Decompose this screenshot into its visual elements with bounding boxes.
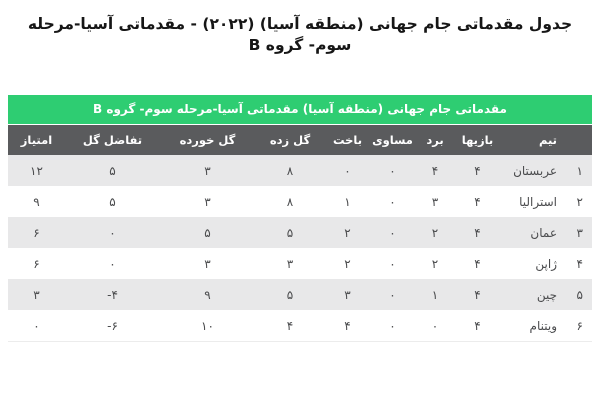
- cell-goals-for: ۳: [286, 256, 294, 271]
- cell-points: ۳: [33, 287, 40, 302]
- cell-goals-for: ۴: [286, 318, 294, 333]
- table-row: [8, 248, 592, 279]
- col-header-played: بازیها: [455, 125, 500, 155]
- cell-lost: ۲: [344, 256, 351, 271]
- cell-won: ۲: [431, 256, 439, 271]
- cell-team: ویتنام: [529, 318, 557, 333]
- table-row: [8, 217, 592, 248]
- cell-drawn: ۰: [389, 256, 396, 271]
- col-header-won: برد: [415, 125, 455, 155]
- cell-played: ۴: [474, 225, 481, 240]
- cell-points: ۶: [33, 256, 40, 271]
- table-row: [8, 186, 592, 217]
- cell-points: ۰: [33, 318, 40, 333]
- cell-played: ۴: [474, 287, 481, 302]
- table-row: [8, 310, 592, 342]
- col-header-lost: باخت: [325, 125, 370, 155]
- cell-goals-against: ۳: [204, 256, 211, 271]
- cell-points: ۱۲: [30, 163, 43, 178]
- cell-goals-for: ۵: [286, 225, 294, 240]
- cell-points: ۹: [33, 194, 40, 209]
- cell-drawn: ۰: [389, 194, 396, 209]
- col-header-goals-for: گل زده: [255, 125, 325, 155]
- table-header-row: [8, 125, 592, 155]
- col-header-goal-diff: تفاضل گل: [65, 125, 160, 155]
- cell-played: ۴: [474, 318, 481, 333]
- cell-goals-against: ۳: [204, 163, 211, 178]
- cell-rank: ۵: [576, 287, 583, 302]
- cell-drawn: ۰: [389, 318, 396, 333]
- cell-goals-for: ۵: [286, 287, 294, 302]
- col-header-rank: [562, 125, 592, 155]
- cell-lost: ۳: [344, 287, 351, 302]
- cell-rank: ۱: [576, 163, 583, 178]
- cell-drawn: ۰: [389, 163, 396, 178]
- cell-team: چین: [536, 287, 557, 302]
- col-header-points: امتیاز: [8, 125, 65, 155]
- col-header-goals-against: گل خورده: [160, 125, 255, 155]
- page-title: جدول مقدماتی جام جهانی (منطقه آسیا) (۲۰۲۲) - مقدماتی آسیا-مرحله سوم- گروه B: [27, 15, 573, 54]
- cell-team: ژاپن: [535, 256, 557, 271]
- col-header-drawn: مساوی: [370, 125, 415, 155]
- cell-goal-diff: ۰: [109, 256, 116, 271]
- cell-rank: ۴: [576, 256, 583, 271]
- cell-drawn: ۰: [389, 225, 396, 240]
- table-row: [8, 279, 592, 310]
- cell-goals-against: ۵: [204, 225, 211, 240]
- cell-rank: ۳: [576, 225, 583, 240]
- cell-played: ۴: [474, 256, 481, 271]
- cell-goals-for: ۸: [286, 194, 294, 209]
- cell-won: ۲: [431, 225, 439, 240]
- cell-team: عربستان: [513, 163, 557, 178]
- cell-rank: ۲: [576, 194, 583, 209]
- cell-drawn: ۰: [389, 287, 396, 302]
- cell-goal-diff: -۴: [107, 287, 118, 302]
- cell-goal-diff: ۵: [109, 194, 116, 209]
- cell-goal-diff: ۵: [109, 163, 116, 178]
- cell-goals-against: ۱۰: [201, 318, 214, 333]
- standings-widget: [8, 95, 592, 342]
- cell-goal-diff: ۰: [109, 225, 116, 240]
- col-header-team: تیم: [500, 125, 562, 155]
- cell-goals-against: ۹: [204, 287, 211, 302]
- standings-table: [8, 125, 592, 342]
- cell-lost: ۱: [344, 194, 351, 209]
- cell-won: ۳: [431, 194, 439, 209]
- cell-goals-for: ۸: [286, 163, 294, 178]
- cell-lost: ۰: [344, 163, 351, 178]
- cell-played: ۴: [474, 194, 481, 209]
- cell-lost: ۲: [344, 225, 351, 240]
- cell-goals-against: ۳: [204, 194, 211, 209]
- cell-lost: ۴: [344, 318, 351, 333]
- table-caption: مقدماتی جام جهانی (منطقه آسیا) مقدماتی آسیا-مرحله سوم- گروه B: [8, 95, 592, 124]
- cell-won: ۱: [431, 287, 439, 302]
- cell-team: عمان: [530, 225, 557, 240]
- cell-won: ۰: [431, 318, 439, 333]
- cell-played: ۴: [474, 163, 481, 178]
- cell-rank: ۶: [576, 318, 583, 333]
- cell-goal-diff: -۶: [107, 318, 118, 333]
- table-row: [8, 155, 592, 186]
- cell-team: استرالیا: [519, 194, 557, 209]
- cell-won: ۴: [431, 163, 439, 178]
- cell-points: ۶: [33, 225, 40, 240]
